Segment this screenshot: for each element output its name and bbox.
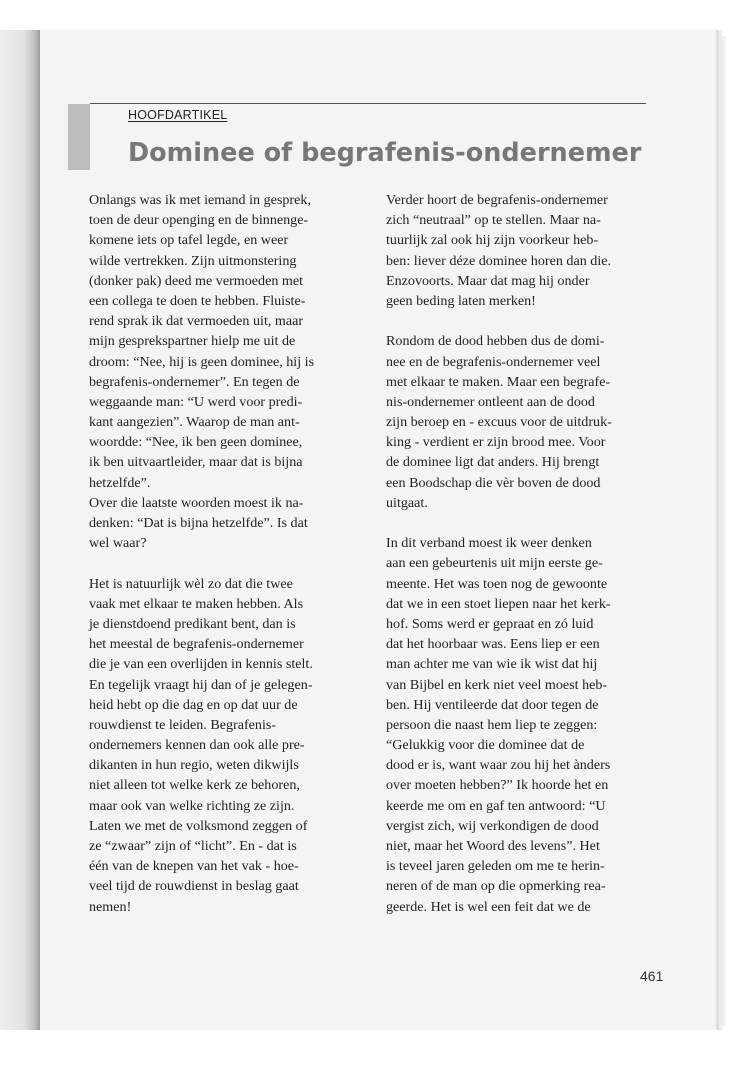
article-title: Dominee of begrafenis-ondernemer: [128, 138, 642, 168]
text-line: Verder hoort de begrafenis-ondernemer: [386, 192, 608, 208]
text-line: ik ben uitvaartleider, maar dat is bijna: [89, 454, 303, 471]
text-line: begrafenis-ondernemer”. En tegen de: [89, 373, 300, 390]
text-line: droom: “Nee, hij is geen dominee, hij is: [89, 353, 315, 370]
text-line: tuurlijk zal ook hij zijn voorkeur heb-: [386, 232, 599, 249]
text-line: (donker pak) deed me vermoeden met: [89, 272, 304, 289]
text-line: In dit verband moest ik weer denken: [386, 535, 592, 552]
text-line: geen beding laten merken!: [386, 292, 536, 309]
text-line: komene iets op tafel legde, en weer: [89, 232, 289, 249]
paragraph: [386, 533, 648, 917]
text-line: Rondom de dood hebben dus de domi-: [386, 333, 605, 350]
text-line: Laten we met de volksmond zeggen of: [89, 817, 308, 834]
text-line: rend sprak ik dat vermoeden uit, maar: [89, 313, 304, 330]
book-spine: [0, 30, 40, 1030]
text-line: Onlangs was ik met iemand in gesprek,: [89, 192, 311, 208]
text-line: mijn gesprekspartner hielp me uit de: [89, 333, 296, 350]
text-line: dat het hoorbaar was. Eens liep er een: [386, 636, 600, 653]
text-line: nee en de begrafenis-ondernemer veel: [386, 353, 601, 370]
text-line: man achter me van wie ik wist dat hij: [386, 656, 598, 673]
text-line: één van de knepen van het vak - hoe-: [89, 858, 299, 875]
paragraph: [89, 574, 351, 917]
text-line: zich “neutraal” op te stellen. Maar na-: [386, 212, 601, 229]
text-line: meente. Het was toen nog de gewoonte: [386, 575, 608, 592]
text-line: die je van een overlijden in kennis stelt.: [89, 656, 313, 673]
text-line: nemen!: [89, 898, 132, 915]
text-line: rouwdienst te leiden. Begrafenis-: [89, 716, 277, 733]
text-line: toen de deur openging en de binnenge-: [89, 212, 309, 229]
text-line: aan een gebeurtenis uit mijn eerste ge-: [386, 555, 603, 572]
text-line: vaak met elkaar te maken hebben. Als: [89, 595, 304, 612]
text-line: de dominee ligt dat anders. Hij brengt: [386, 454, 600, 471]
paragraph: [386, 190, 648, 311]
text-line: wel waar?: [89, 535, 147, 552]
text-line: geerde. Het is wel een feit dat we de: [386, 898, 591, 915]
text-line: een collega te doen te hebben. Fluiste-: [89, 292, 306, 309]
text-line: king - verdient er zijn brood mee. Voor: [386, 434, 606, 451]
text-line: Enzovoorts. Maar dat mag hij onder: [386, 272, 590, 289]
section-label: HOOFDARTIKEL: [128, 108, 228, 122]
text-line: neren of de man op die opmerking rea-: [386, 878, 606, 895]
text-line: met elkaar te maken. Maar een begrafe-: [386, 373, 611, 390]
text-line: dikanten in hun regio, weten dikwijls: [89, 757, 299, 774]
text-line: een Boodschap die vèr boven de dood: [386, 474, 601, 491]
text-line: is teveel jaren geleden om me te herin-: [386, 858, 605, 875]
text-line: veel tijd de rouwdienst in beslag gaat: [89, 878, 299, 895]
text-line: uitgaat.: [386, 494, 428, 511]
text-line: keerde me om en gaf ten antwoord: “U: [386, 797, 606, 814]
header-accent-bar: [68, 104, 90, 170]
text-line: niet, maar het Woord des levens”. Het: [386, 838, 600, 854]
text-line: ze “zwaar” zijn of “licht”. En - dat is: [89, 838, 297, 854]
page-edge: [716, 36, 726, 1026]
text-line: zijn beroep en - excuus voor de uitdruk-: [386, 414, 612, 431]
text-line: denken: “Dat is bijna hetzelfde”. Is dat: [89, 515, 308, 531]
left-column: [89, 190, 351, 937]
text-line: “Gelukkig voor die dominee dat de: [386, 737, 585, 754]
right-column: [386, 190, 648, 937]
text-line: hof. Soms werd er gepraat en zó luid: [386, 615, 594, 632]
text-line: het meestal de begrafenis-ondernemer: [89, 636, 304, 653]
text-line: je dienstdoend predikant bent, dan is: [89, 615, 296, 632]
text-line: wilde vertrekken. Zijn uitmonstering: [89, 252, 297, 269]
text-line: kant aangezien”. Waarop de man ant-: [89, 414, 300, 431]
paragraph: [386, 331, 648, 513]
header-rule: [90, 103, 646, 104]
text-line: persoon die naast hem liep te zeggen:: [386, 716, 598, 733]
text-line: niet alleen tot welke kerk ze behoren,: [89, 777, 300, 794]
text-line: weggaande man: “U werd voor predi-: [89, 393, 303, 410]
text-line: vergist zich, wij verkondigen de dood: [386, 817, 599, 834]
text-line: nis-ondernemer ontleent aan de dood: [386, 393, 595, 410]
text-line: woordde: “Nee, ik ben geen dominee,: [89, 434, 303, 451]
text-line: hetzelfde”.: [89, 474, 151, 491]
page-number: 461: [640, 968, 664, 984]
text-line: over moeten hebben?” Ik hoorde het en: [386, 777, 609, 794]
text-line: ondernemers kennen dan ook alle pre-: [89, 737, 305, 754]
text-line: Over die laatste woorden moest ik na-: [89, 494, 304, 511]
text-line: dat we in een stoet liepen naar het kerk-: [386, 595, 611, 612]
text-line: ben: liever déze dominee horen dan die.: [386, 252, 612, 269]
text-line: ben. Hij ventileerde dat door tegen de: [386, 696, 599, 713]
text-line: Het is natuurlijk wèl zo dat die twee: [89, 575, 293, 592]
paragraph: [89, 190, 351, 553]
text-line: van Bijbel en kerk niet veel moest heb-: [386, 676, 608, 693]
text-line: En tegelijk vraagt hij dan of je gelegen-: [89, 676, 313, 693]
text-line: maar ook van welke richting ze zijn.: [89, 797, 295, 814]
text-line: heid hebt op die dag en op dat uur de: [89, 696, 298, 713]
text-line: dood er is, want waar zou hij het ànders: [386, 757, 611, 774]
